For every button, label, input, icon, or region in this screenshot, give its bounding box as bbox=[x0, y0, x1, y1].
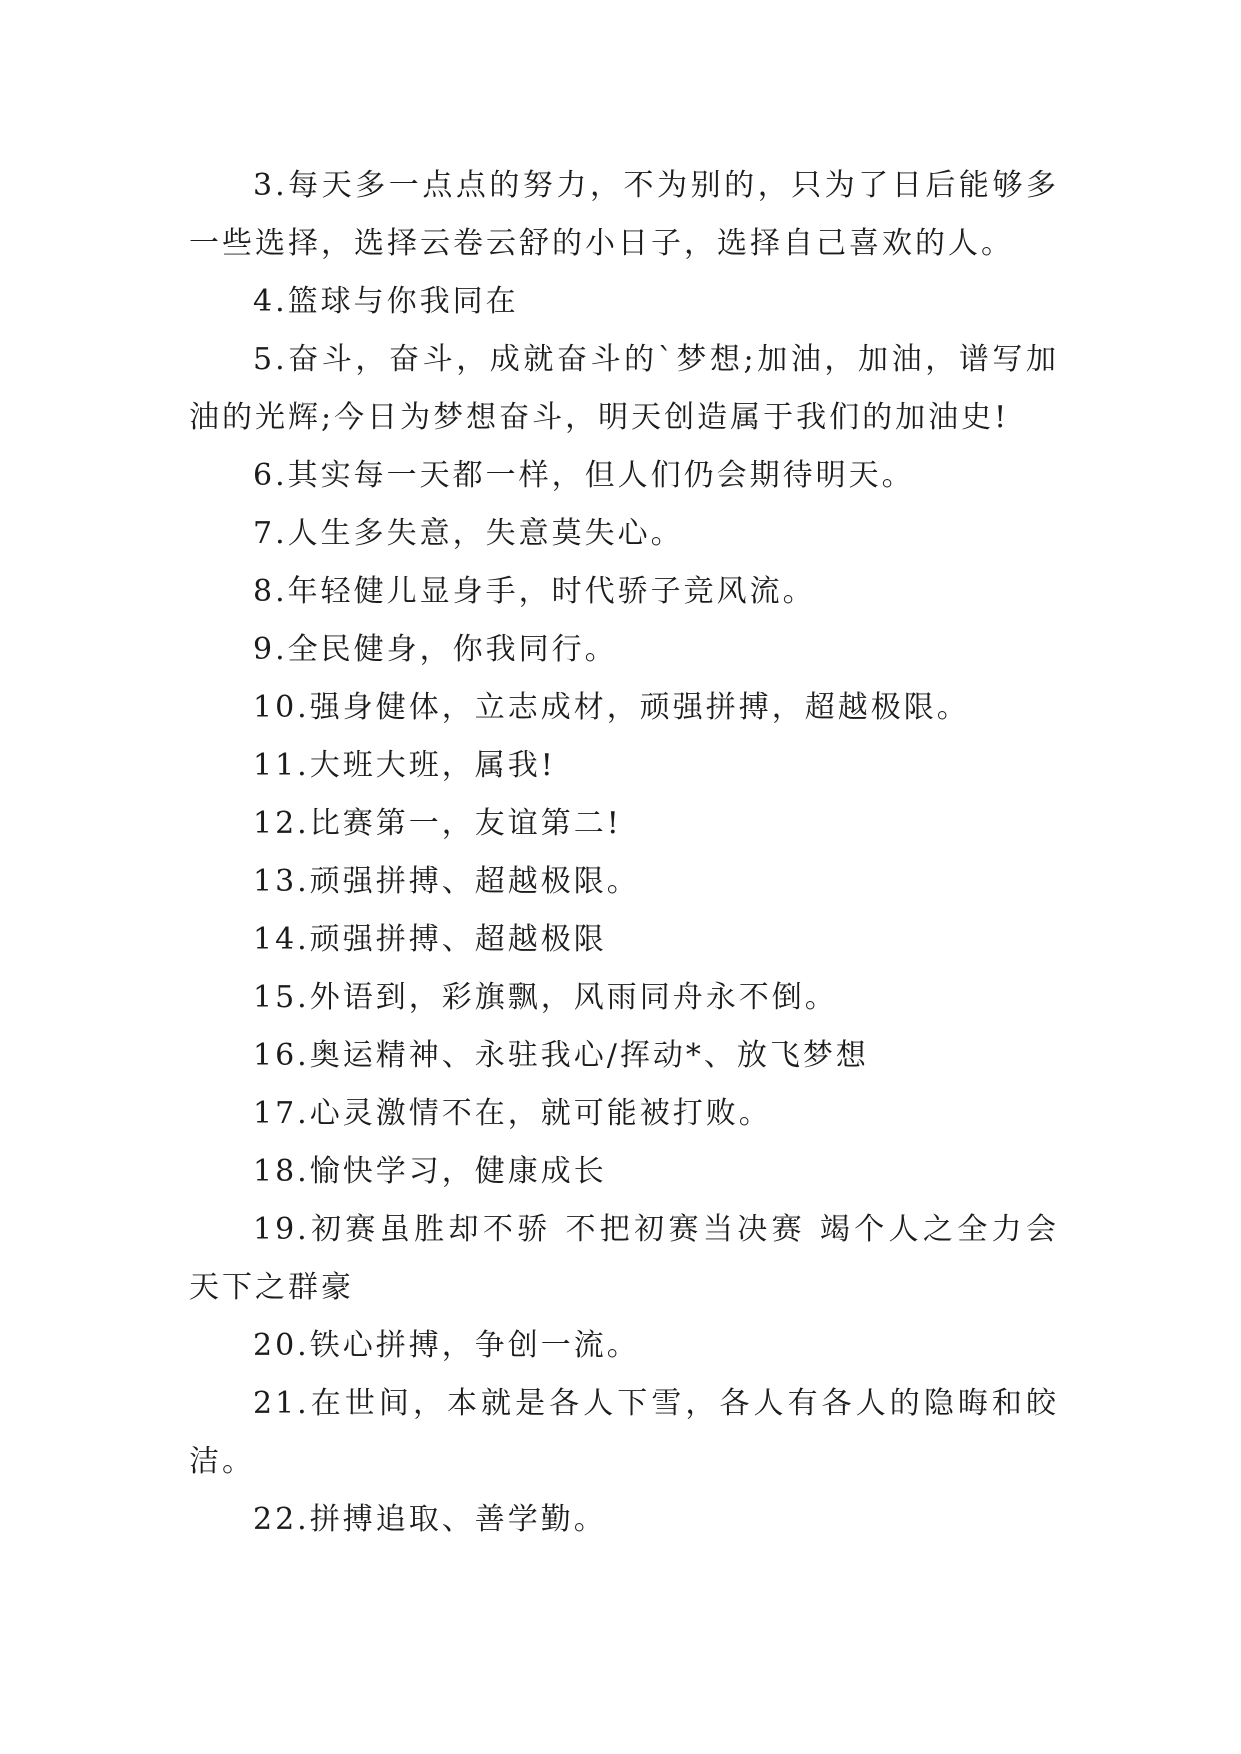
paragraph-18: 18.愉快学习，健康成长 bbox=[253, 1154, 607, 1189]
paragraph-16: 16.奥运精神、永驻我心/挥动*、放飞梦想 bbox=[253, 1038, 869, 1073]
paragraph-19: 19.初赛虽胜却不骄 不把初赛当决赛 竭个人之全力会天下之群豪 bbox=[189, 1212, 1059, 1305]
paragraph-9: 9.全民健身，你我同行。 bbox=[253, 632, 618, 667]
paragraph-14: 14.顽强拼搏、超越极限 bbox=[253, 922, 607, 957]
paragraph-10: 10.强身健体，立志成材，顽强拼搏，超越极限。 bbox=[253, 690, 970, 725]
paragraph-17: 17.心灵激情不在，就可能被打败。 bbox=[253, 1096, 772, 1131]
paragraph-22: 22.拼搏追取、善学勤。 bbox=[253, 1502, 607, 1537]
paragraph-21: 21.在世间，本就是各人下雪，各人有各人的隐晦和皎洁。 bbox=[189, 1386, 1059, 1479]
paragraph-20: 20.铁心拼搏，争创一流。 bbox=[253, 1328, 640, 1363]
paragraph-3: 3.每天多一点点的努力，不为别的，只为了日后能够多一些选择，选择云卷云舒的小日子，选择自己喜欢的人。 bbox=[189, 168, 1059, 261]
paragraph-4: 4.篮球与你我同在 bbox=[253, 284, 519, 319]
paragraph-5: 5.奋斗，奋斗，成就奋斗的`梦想;加油，加油，谱写加油的光辉;今日为梦想奋斗，明天创造属于我们的加油史! bbox=[189, 342, 1059, 435]
paragraph-15: 15.外语到，彩旗飘，风雨同舟永不倒。 bbox=[253, 980, 838, 1015]
document-body bbox=[189, 157, 1059, 1549]
paragraph-8: 8.年轻健儿显身手，时代骄子竞风流。 bbox=[253, 574, 816, 609]
paragraph-13: 13.顽强拼搏、超越极限。 bbox=[253, 864, 640, 899]
paragraph-7: 7.人生多失意，失意莫失心。 bbox=[253, 516, 684, 551]
paragraph-6: 6.其实每一天都一样，但人们仍会期待明天。 bbox=[253, 458, 915, 493]
paragraph-11: 11.大班大班，属我! bbox=[253, 748, 556, 783]
paragraph-12: 12.比赛第一，友谊第二! bbox=[253, 806, 622, 841]
